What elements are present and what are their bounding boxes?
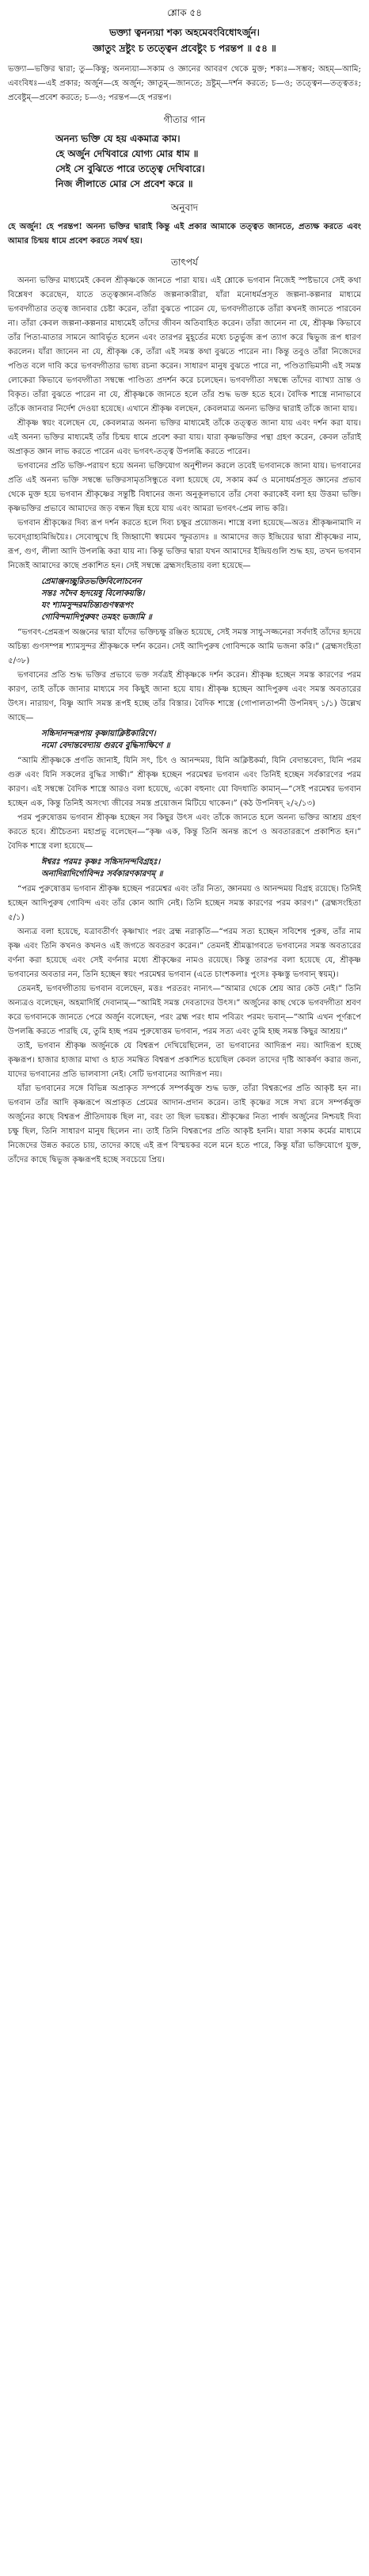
quote-line: নমো বেদান্তবেদ্যায় গুরবে বুদ্ধিসাক্ষিণে ॥: [41, 741, 170, 750]
word-synonyms: ভক্ত্যা—ভক্তির দ্বারা; তু—কিন্তু; অনন্যয়া—সকাম ও জ্ঞানের আবরণ থেকে মুক্ত; শক্যঃ—সম্ভব; অহম্—আমি; এবংবিধঃ—এই প্রকার; অর্জুন—হে অর্জুন; জ্ঞাতুম্—জানতে; দ্রষ্টুম্—দর্শন করতে; চ—ও; তত্ত্বেন—তত্ত্বতঃ; প্রবেষ্টুম্—প্রবেশ করতে; চ—ও; পরন্তপ—হে পরন্তপ।: [8, 65, 361, 102]
purport-paragraph: ভগবানের প্রতি শুদ্ধ ভক্তির প্রভাবে ভক্ত সর্বত্রই শ্রীকৃষ্ণকে দর্শন করেন। শ্রীকৃষ্ণ হচ্ছেন সমস্ত কারণের পরম কারণ, তাই তাঁকে জানার মাধ্যমে সব কিছুই জানা হয়ে যায়। শ্রীকৃষ্ণ হচ্ছেন আদিপুরুষ এবং সমস্ত অবতারের উৎস। নারায়ণ, বিষ্ণু আদি সমস্ত রূপই হচ্ছে তাঁর বিস্তার। বৈদিক শাস্ত্রে (গোপালতাপনী উপনিষদ্‌ ১/১) উল্লেখ আছে—: [8, 671, 361, 722]
verse-line: ভক্ত্যা ত্বনন্যয়া শক্য অহমেবংবিধোঽর্জুন।: [109, 27, 260, 38]
song-lines: [8, 131, 361, 192]
purport-paragraph: অনন্য ভক্তির মাধ্যমেই কেবল শ্রীকৃষ্ণকে জানতে পারা যায়। এই শ্লোকে ভগবান নিজেই স্পষ্টভাবে সেই কথা বিশ্লেষণ করেছেন, যাতে তত্ত্বজ্ঞান-বর্জিত জল্পনাকারীরা, যাঁরা মনোধর্মপ্রসূত জল্পনা-কল্পনার মাধ্যমে ভগবদ্গীতার তত্ত্ব জানবার চেষ্টা করেন, তাঁরা বুঝতে পারেন যে, ভগবদ্গীতাকে তাঁরা কখনই জানতে পারবেন না। তাঁরা কেবল জল্পনা-কল্পনার মাধ্যমেই তাঁদের জীবন অতিবাহিত করেন। তাঁরা জানেন না যে, শ্রীকৃষ্ণ কিভাবে তাঁর পিতা-মাতার সামনে আবির্ভূত হলেন এবং তারপর মুহূর্তের মধ্যে চতুর্ভুজ রূপ ত্যাগ করে দ্বিভুজ রূপ ধারণ করলেন। যাঁরা জানেন না যে, শ্রীকৃষ্ণ কে, তাঁরা এই সমস্ত কথা বুঝতে পারেন না। কিন্তু তবুও তাঁরা নিজেদের পণ্ডিত বলে দাবি করে ভগবদ্গীতার ভাষ্য রচনা করেন। সাধারণ মানুষ বুঝতে পারে না, পণ্ডিতাভিমানী এই সমস্ত লোকেরা কিভাবে ভগবদ্গীতা সম্বন্ধে পাণ্ডিত্য প্রদর্শন করে চলেছেন। ভগবদ্গীতা সম্বন্ধে তাঁদের ব্যাখ্যা ভ্রান্ত ও বিকৃত। তাঁরা বুঝতে পারেন না যে, শ্রীকৃষ্ণকে জানতে হলে তাঁর শুদ্ধ ভক্ত হতে হবে। বৈদিক শাস্ত্রে নানাভাবে তাঁকে জানবার নির্দেশ দেওয়া হয়েছে। এখানে শ্রীকৃষ্ণ বলছেন, কেবলমাত্র অনন্য ভক্তির দ্বারাই তাঁকে জানা যায়।: [8, 276, 361, 413]
purport-paragraph: ভগবানের প্রতি ভক্তি-পরায়ণ হয়ে অনন্য ভক্তিযোগ অনুশীলন করলে তবেই ভগবানকে জানা যায়। ভগবানের প্রতি এই অনন্য ভক্তি সম্বন্ধে ভক্তিরসামৃতসিন্ধুতে বলা হয়েছে যে, সকাম কর্ম ও মনোধর্মপ্রসূত জ্ঞানের প্রভাব থেকে মুক্ত হয়ে ভগবান শ্রীকৃষ্ণের সন্তুষ্টি বিধানের জন্য অনুকূলভাবে তাঁর সেবা করাকেই বলা হয় উত্তমা ভক্তি। কৃষ্ণভক্তির প্রভাবে আমাদের জড় বন্ধন ছিন্ন হয়ে যায় এবং আমরা ভগবৎ-প্রেম লাভ করি।: [8, 462, 361, 513]
purport-paragraph: “ভগবৎ-প্রেমরূপ অঞ্জনের দ্বারা যাঁদের ভক্তিচক্ষু রঞ্জিত হয়েছে, সেই সমস্ত সাধু-সজ্জনেরা সর্বদাই তাঁদের হৃদয়ে অচিন্ত্য গুণসম্পন্ন শ্যামসুন্দর শ্রীকৃষ্ণকে দর্শন করেন। সেই আদিপুরুষ গোবিন্দকে আমি ভজনা করি।” (ব্রহ্মসংহিতা ৫/৩৮): [8, 628, 361, 665]
purport-paragraph: যাঁরা ভগবানের সঙ্গে বিভিন্ন অপ্রাকৃত সম্পর্কে সম্পর্কযুক্ত শুদ্ধ ভক্ত, তাঁরা বিশ্বরূপের প্রতি আকৃষ্ট হন না। ভগবান তাঁর আদি কৃষ্ণরূপে অপ্রাকৃত প্রেমের আদান-প্রদান করেন। তাই কৃষ্ণের সঙ্গে সখ্য রসে সম্পর্কযুক্ত অর্জুনের কাছে বিশ্বরূপ প্রীতিদায়ক ছিল না, বরং তা ছিল ভয়ঙ্কর। শ্রীকৃষ্ণের নিত্য পার্ষদ অর্জুনের নিশ্চয়ই দিব্য চক্ষু ছিল, তিনি সাধারণ মানুষ ছিলেন না। তাই তিনি বিশ্বরূপের প্রতি আকৃষ্ট হননি। যারা সকাম কর্মের মাধ্যমে নিজেদের উন্নত করতে চায়, তাদের কাছে এই রূপ বিস্ময়কর বলে মনে হতে পারে, কিন্তু যাঁরা ভক্তিযোগে যুক্ত, তাঁদের কাছে দ্বিভুজ কৃষ্ণরূপই হচ্ছে সবচেয়ে প্রিয়।: [8, 1084, 361, 1164]
quote-line: সচ্চিদানন্দরূপায় কৃষ্ণায়াক্লিষ্টকারিণে।: [41, 729, 156, 738]
purport-paragraph: অন্যত্র বলা হয়েছে, যত্রাবতীর্ণং কৃষ্ণাখ্যং পরং ব্রহ্ম নরাকৃতি—“পরম সত্য হচ্ছেন সবিশেষ পুরুষ, তাঁর নাম কৃষ্ণ এবং তিনি কখনও কখনও এই জগতে অবতরণ করেন।” তেমনই শ্রীমদ্ভাগবতে ভগবানের সমস্ত অবতারের বর্ণনা করা হয়েছে এবং সেই বর্ণনার মধ্যে শ্রীকৃষ্ণের নামও রয়েছে। কিন্তু তারপর বলা হয়েছে যে, শ্রীকৃষ্ণ ভগবানের অবতার নন, তিনি হচ্ছেন স্বয়ং পরমেশ্বর ভগবান (এতে চাংশকলাঃ পুংসঃ কৃষ্ণস্তু ভগবান্‌ স্বয়ম্)।: [8, 928, 361, 979]
quote-line: গোবিন্দমাদিপুরুষং তমহং ভজামি ॥: [41, 612, 152, 622]
quote-line: প্রেমাঞ্জনচ্ছুরিতভক্তিবিলোচনেন: [41, 577, 142, 586]
translation-heading: অনুবাদ: [170, 202, 199, 213]
purport-paragraph: শ্রীকৃষ্ণ স্বয়ং বলেছেন যে, কেবলমাত্র অনন্য ভক্তির মাধ্যমেই তাঁকে তত্ত্বত জানা যায় এবং দর্শন করা যায়। এই অনন্য ভক্তির মাধ্যমেই তাঁর চিন্ময় ধামে প্রবেশ করা যায়। যারা কৃষ্ণভক্তির পন্থা গ্রহণ করেন, কেবল তাঁরাই অপ্রাকৃত জ্ঞান লাভ করতে পারেন এবং ভগবৎ-তত্ত্ব উপলব্ধি করতে পারেন।: [8, 419, 361, 456]
quote-line: ঈশ্বরঃ পরমঃ কৃষ্ণঃ সচ্চিদানন্দবিগ্রহঃ।: [41, 857, 161, 867]
verse-line: জ্ঞাতুং দ্রষ্টুং চ তত্ত্বেন প্রবেষ্টুং চ পরন্তপ ॥ ৫৪ ॥: [93, 43, 276, 54]
document-page: [8, 0, 361, 1168]
purport-paragraph: তেমনই, ভগবদ্গীতায় ভগবান বলেছেন, মত্তঃ পরতরং নান্যৎ—“আমার থেকে শ্রেয় আর কেউ নেই।” তিনি অন্যত্রও বলেছেন, অহমাদির্হি দেবানাম্‌—“আমিই সমস্ত দেবতাদের উৎস।” অর্জুনের কাছ থেকে ভগবদ্গীতা শ্রবণ করে ভগবানকে জানতে পেরে অর্জুন বলেছেন, পরং ব্রহ্ম পরং ধাম পবিত্রং পরমং ভবান্‌—“আমি এখন পূর্ণরূপে উপলব্ধি করতে পারছি যে, তুমি হচ্ছ পরম পুরুষোত্তম ভগবান, পরম সত্য এবং তুমি হচ্ছ সমস্ত কিছুর আশ্রয়।”: [8, 985, 361, 1036]
purport-paragraph: “আমি শ্রীকৃষ্ণকে প্রণতি জানাই, যিনি সৎ, চিৎ ও আনন্দময়, যিনি অক্লিষ্টকর্মা, যিনি বেদান্তবেদ্য, যিনি পরম গুরু এবং যিনি সকলের বুদ্ধির সাক্ষী।” শ্রীকৃষ্ণ হচ্ছেন পরমেশ্বর ভগবান এবং তিনিই হচ্ছেন সর্বকারণের পরম কারণ। এই সম্বন্ধে বৈদিক শাস্ত্রে আরও বলা হয়েছে, একো বহুনাং যো বিদধাতি কামান্‌—“সেই পরমেশ্বর ভগবান হচ্ছেন এক, কিন্তু তিনিই অসংখ্য জীবের সমস্ত প্রয়োজন মিটিয়ে থাকেন।” (কঠ উপনিষদ্‌ ২/২/১৩): [8, 756, 361, 808]
sanskrit-quote: [8, 856, 361, 880]
verse-number: শ্লোক ৫৪: [167, 7, 202, 18]
song-line: হে অর্জুন দেখিবারে যোগ্য মোর ধাম ॥: [55, 148, 199, 159]
sanskrit-quote: [8, 576, 361, 623]
purport-heading: তাৎপর্য: [171, 257, 198, 268]
translation-text: হে অর্জুন! হে পরন্তপ! অনন্য ভক্তির দ্বারাই কিন্তু এই প্রকার আমাকে তত্ত্বত জানতে, প্রত্যক্ষ করতে এবং আমার চিন্ময় ধামে প্রবেশ করতে সমর্থ হয়।: [8, 222, 361, 246]
song-line: সেই সে বুঝিতে পারে তত্ত্বে দেখিবারে।: [55, 163, 205, 174]
sanskrit-verse: [8, 25, 361, 56]
song-heading: গীতার গান: [163, 114, 206, 125]
song-line: অনন্য ভক্তি যে হয় একমাত্র কাম।: [55, 133, 181, 144]
quote-line: অনাদিরাদির্গোবিন্দঃ সর্বকারণকারণম্ ॥: [41, 869, 163, 878]
purport-paragraph: পরম পুরুষোত্তম ভগবান শ্রীকৃষ্ণ হচ্ছেন সব কিছুর উৎস এবং তাঁকে জানতে হলে অনন্য ভক্তির আশ্রয় গ্রহণ করতে হবে। শ্রীচৈতন্য মহাপ্রভু বলেছেন—“কৃষ্ণ এক, কিন্তু তিনি অনন্ত রূপে ও অবতাররূপে প্রকাশিত হন।” বৈদিক শাস্ত্রে বলা হয়েছে—: [8, 814, 361, 851]
quote-line: সন্তঃ সদৈব হৃদয়েষু বিলোকয়ন্তি।: [41, 589, 145, 598]
purport-paragraph: তাই, ভগবান শ্রীকৃষ্ণ অর্জুনকে যে বিশ্বরূপ দেখিয়েছিলেন, তা ভগবানের আদিরূপ নয়। আদিরূপ হচ্ছে কৃষ্ণরূপ। হাজার হাজার মাথা ও হাত সমন্বিত বিশ্বরূপ প্রকাশিত হয়েছিল কেবল তাদের দৃষ্টি আকর্ষণ করার জন্য, যাদের ভগবানের প্রতি ভালবাসা নেই। সেটি ভগবানের আদিরূপ নয়।: [8, 1042, 361, 1079]
quote-line: যং শ্যামসুন্দরমচিন্ত্যগুণস্বরূপং: [41, 600, 134, 610]
song-line: নিজ লীলাতে মোর সে প্রবেশ করে ॥: [55, 178, 193, 189]
purport-paragraph: ভগবান শ্রীকৃষ্ণের দিব্য রূপ দর্শন করতে হলে দিব্য চক্ষুর প্রয়োজন। শাস্ত্রে বলা হয়েছে—অতঃ শ্রীকৃষ্ণনামাদি ন ভবেদ্‌গ্রাহ্যমিন্দ্রিয়ৈঃ। সেবোন্মুখে হি জিহ্বাদৌ স্বয়মেব স্ফুরত্যদঃ ॥ আমাদের জড় ইন্দ্রিয়ের দ্বারা শ্রীকৃষ্ণের নাম, রূপ, গুণ, লীলা আদি উপলব্ধি করা যায় না। কিন্তু ভক্তির দ্বারা যখন আমাদের ইন্দ্রিয়গুলি শুদ্ধ হয়, তখন ভগবান নিজেই আমাদের কাছে প্রকাশিত হন। সেই সম্বন্ধে ব্রহ্মসংহিতায় বলা হয়েছে—: [8, 519, 361, 570]
sanskrit-quote: [8, 728, 361, 752]
purport-paragraph: “পরম পুরুষোত্তম ভগবান শ্রীকৃষ্ণ হচ্ছেন পরমেশ্বর এবং তাঁর নিত্য, জ্ঞানময় ও আনন্দময় বিগ্রহ রয়েছে। তিনিই হচ্ছেন আদিপুরুষ গোবিন্দ এবং তাঁর কোন আদি নেই। তিনি হচ্ছেন সমস্ত কারণের পরম কারণ।” (ব্রহ্মসংহিতা ৫/১): [8, 885, 361, 922]
